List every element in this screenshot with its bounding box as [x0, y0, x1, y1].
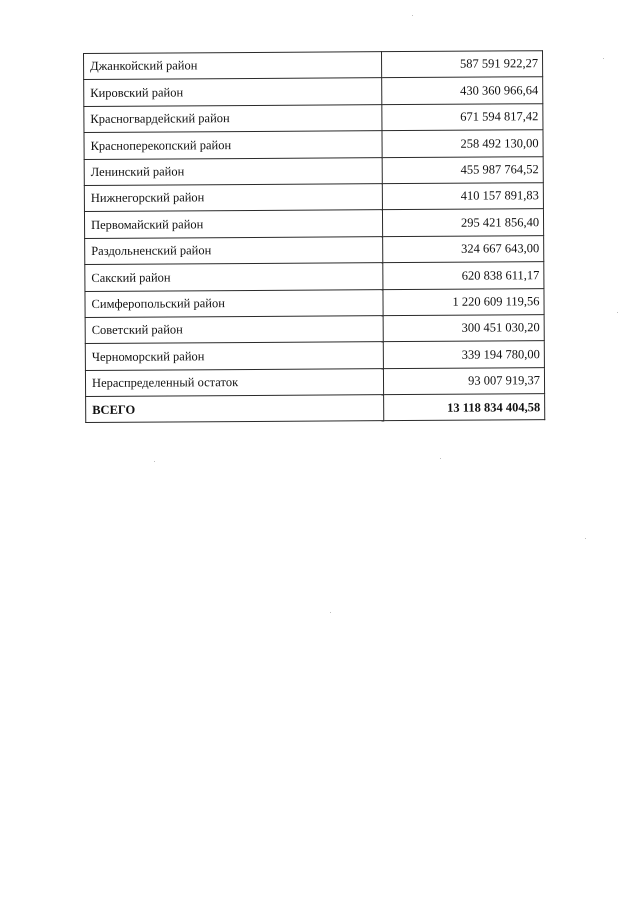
table-row	[85, 315, 544, 344]
total-amount: 13 118 834 404,58	[384, 394, 545, 421]
district-amount: 410 157 891,83	[382, 183, 543, 210]
district-amount: 324 667 643,00	[383, 235, 544, 262]
district-amount: 430 360 966,64	[382, 77, 543, 104]
district-name: Нераспределенный остаток	[85, 368, 383, 396]
scan-speck	[154, 461, 155, 462]
scan-speck	[585, 538, 586, 539]
district-amounts-table	[83, 50, 545, 423]
scan-speck	[440, 458, 441, 459]
scan-speck	[617, 312, 618, 313]
table-row	[85, 262, 544, 291]
district-name: Красногвардейский район	[84, 104, 382, 132]
table-row	[84, 77, 543, 106]
district-amount: 620 838 611,17	[383, 262, 544, 289]
scan-speck	[412, 15, 413, 16]
scan-speck	[603, 58, 604, 59]
district-amount: 455 987 764,52	[382, 156, 543, 183]
district-amount: 295 421 856,40	[382, 209, 543, 236]
district-name: Ленинский район	[84, 157, 382, 185]
table-row	[84, 209, 543, 238]
district-amount: 587 591 922,27	[381, 51, 542, 78]
district-name: Джанкойский район	[84, 52, 382, 80]
district-name: Симферопольский район	[85, 289, 383, 317]
district-name: Первомайский район	[84, 210, 382, 238]
district-amount: 339 194 780,00	[383, 341, 544, 368]
scan-speck	[330, 612, 331, 613]
district-amount: 300 451 030,20	[383, 315, 544, 342]
district-name: Раздольненский район	[85, 236, 383, 264]
district-name: Кировский район	[84, 78, 382, 106]
table-row	[85, 341, 544, 370]
district-amount: 258 492 130,00	[382, 130, 543, 157]
table-row	[84, 183, 543, 212]
district-name: Советский район	[85, 316, 383, 344]
table-row	[85, 367, 544, 396]
district-amount: 93 007 919,37	[383, 367, 544, 394]
table-row	[84, 130, 543, 159]
district-amount: 671 594 817,42	[382, 103, 543, 130]
table-row	[84, 51, 543, 80]
district-name: Красноперекопский район	[84, 131, 382, 159]
district-name: Черноморский район	[85, 342, 383, 370]
total-label: ВСЕГО	[86, 395, 384, 423]
table-row	[84, 103, 543, 132]
table-row	[85, 288, 544, 317]
district-name: Сакский район	[85, 263, 383, 291]
table-row	[84, 156, 543, 185]
total-row	[86, 394, 545, 423]
table-row	[85, 235, 544, 264]
district-name: Нижнегорский район	[84, 184, 382, 212]
district-amount: 1 220 609 119,56	[383, 288, 544, 315]
